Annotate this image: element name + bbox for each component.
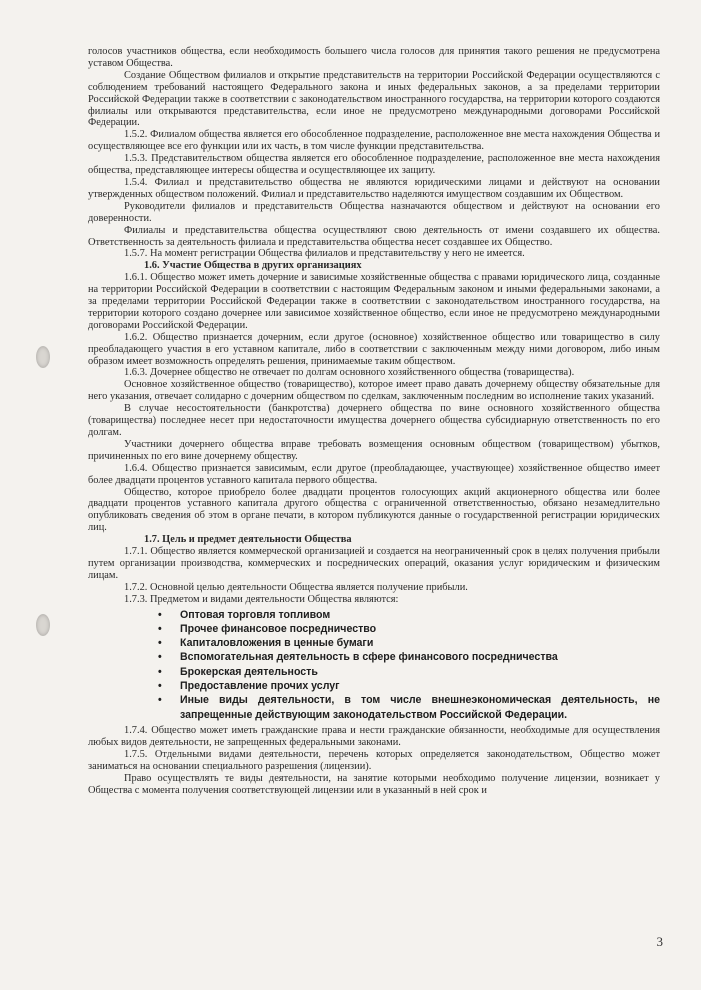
paragraph: Филиалы и представительства общества осуществляют свою деятельность от имени создавшего их общества. Ответственность за деятельность филиала и представительства общества несет создавшее их Общество.: [88, 224, 660, 248]
bullet-icon: •: [158, 665, 162, 678]
paragraph: 1.5.4. Филиал и представительство общества не являются юридическими лицами и действуют на основании утвержденных обществом положений. Филиал и представительство наделяются имуществом создавшим их Обществом.: [88, 176, 660, 200]
section-heading: 1.7. Цель и предмет деятельности Общества: [144, 534, 352, 546]
paragraph: Руководители филиалов и представительств Общества назначаются обществом и действуют на основании его доверенности.: [88, 200, 660, 224]
page-number: 3: [656, 934, 663, 949]
punch-hole: [36, 346, 50, 368]
paragraph: 1.7.2. Основной целью деятельности Общества является получение прибыли.: [124, 581, 468, 593]
paragraph: голосов участников общества, если необходимость большего числа голосов для принятия такого решения не предусмотрена уставом Общества.: [88, 46, 660, 69]
paragraph: 1.6.4. Общество признается зависимым, если другое (преобладающее, участвующее) хозяйственное общество имеет более двадцати процентов уставного капитала первого общества.: [88, 462, 660, 486]
paragraph: 1.5.2. Филиалом общества является его обособленное подразделение, расположенное вне места нахождения Общества и осуществляющее все его функции или их часть, в том числе функции представительства.: [88, 129, 660, 153]
section-heading: 1.6. Участие Общества в других организациях: [144, 260, 362, 272]
paragraph: 1.6.1. Общество может иметь дочерние и зависимые хозяйственные общества с правами юридического лица, созданные на территории Российской Федерации в соответствии с настоящим Федеральным законом и иными федеральными законами, а за пределами территории Российской Федерации также в соответствии с законодательством иностранного государства, на территории которого создано дочернее или зависимое хозяйственное общество, если иное не предусмотрено международными договорами Российской Федерации.: [88, 272, 660, 331]
paragraph: 1.6.2. Общество признается дочерним, если другое (основное) хозяйственное общество или товарищество в силу преобладающего участия в его уставном капитале, либо в соответствии с заключенным между ними договором, либо иным образом имеет возможность определять решения, принимаемые таким обществом.: [88, 331, 660, 367]
page-body: [88, 46, 660, 796]
punch-hole: [36, 614, 50, 636]
activities-list: [88, 608, 660, 722]
bullet-icon: •: [158, 608, 162, 621]
paragraph: 1.7.5. Отдельными видами деятельности, перечень которых определяется законодательством, Общество может заниматься на основании специального разрешения (лицензии).: [88, 748, 660, 772]
paragraph: 1.7.1. Общество является коммерческой организацией и создается на неограниченный срок в целях получения прибыли путем организации производства, коммерческих и посреднических операций, оказания услуг юридическим и физическим лицам.: [88, 546, 660, 581]
bullet-icon: •: [158, 651, 162, 664]
bullet-icon: •: [158, 637, 162, 650]
bullet-icon: •: [158, 694, 162, 707]
paragraph: 1.5.3. Представительством общества является его обособленное подразделение, расположенное вне места нахождения общества, представляющее интересы общества и осуществляющее их защиту.: [88, 153, 660, 177]
bullet-icon: •: [158, 680, 162, 693]
list-item: • Капиталовложения в ценные бумаги: [158, 637, 374, 650]
paragraph: Основное хозяйственное общество (товарищество), которое имеет право давать дочернему обществу обязательные для него указания, отвечает солидарно с дочерним обществом по сделкам, заключенным последним во исполнение таких указаний.: [88, 379, 660, 403]
paragraph: 1.7.4. Общество может иметь гражданские права и нести гражданские обязанности, необходимые для осуществления любых видов деятельности, не запрещенных федеральными законами.: [88, 724, 660, 748]
paragraph: Создание Обществом филиалов и открытие представительств на территории Российской Федерации осуществляются с соблюдением требований настоящего Федерального закона и иных федеральных законов, а за пределами территории Российской Федерации также в соответствии с законодательством иностранного государства, на территории которого создаются филиалы или открываются представительства, если иное не предусмотрено международными договорами Российской Федерации.: [88, 69, 660, 129]
paragraph: Участники дочернего общества вправе требовать возмещения основным обществом (товариществом) убытков, причиненных по его вине дочернему обществу.: [88, 438, 660, 462]
bullet-icon: •: [158, 622, 162, 635]
paragraph: Общество, которое приобрело более двадцати процентов голосующих акций акционерного общества или более двадцати процентов уставного капитала другого общества с ограниченной ответственностью, обязано незамедлительно опубликовать сведения об этом в органе печати, в котором публикуются данные о государственной регистрации юридических лиц.: [88, 486, 660, 534]
paragraph: В случае несостоятельности (банкротства) дочернего общества по вине основного хозяйственного общества (товарищества) последнее несет при недостаточности имущества дочернего общества субсидиарную ответственность по его долгам.: [88, 403, 660, 438]
paragraph: 1.5.7. На момент регистрации Общества филиалов и представительству у него не имеется.: [124, 248, 525, 260]
list-item: • Вспомогательная деятельность в сфере финансового посредничества: [158, 651, 558, 664]
list-item: • Предоставление прочих услуг: [158, 680, 340, 693]
paragraph: 1.6.3. Дочернее общество не отвечает по долгам основного хозяйственного общества (товарищества).: [124, 367, 575, 379]
list-item: • Оптовая торговля топливом: [158, 608, 331, 621]
paragraph: Право осуществлять те виды деятельности, на занятие которыми необходимо получение лицензии, возникает у Общества с момента получения соответствующей лицензии или в указанный в ней срок и: [88, 772, 660, 796]
paragraph: 1.7.3. Предметом и видами деятельности Общества являются:: [124, 593, 399, 605]
list-item: • Брокерская деятельность: [158, 665, 318, 678]
list-item: • Прочее финансовое посредничество: [158, 622, 377, 635]
list-item: • Иные виды деятельности, в том числе внешнеэкономическая деятельность, не запрещенные действующим законодательством Российской Федерации.: [158, 694, 660, 721]
